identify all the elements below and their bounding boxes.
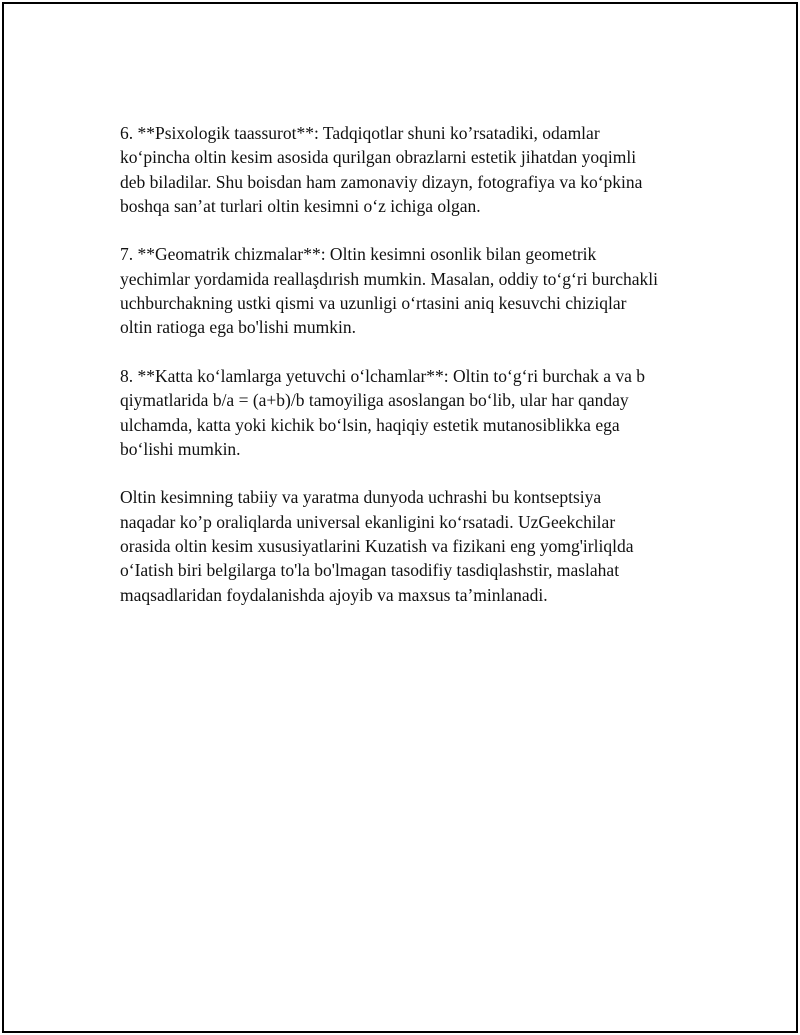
- text-line: ko‘pincha oltin kesim asosida qurilgan obrazlarni estetik jihatdan yoqimli: [120, 147, 637, 168]
- text-line: oltin ratioga ega bo'lishi mumkin.: [120, 317, 356, 338]
- text-line: maqsadlaridan foydalanishda ajoyib va maxsus ta’minlanadi.: [120, 584, 548, 605]
- text-line: 7. **Geomatrik chizmalar**: Oltin kesimni osonlik bilan geometrik: [120, 244, 597, 265]
- text-line: naqadar ko’p oraliqlarda universal ekanligini ko‘rsatadi. UzGeekchilar: [120, 511, 616, 532]
- text-line: deb biladilar. Shu boisdan ham zamonaviy dizayn, fotografiya va ko‘pkina: [120, 171, 643, 192]
- document-body: [120, 121, 700, 631]
- text-line: boshqa san’at turlari oltin kesimni o‘z ichiga olgan.: [120, 195, 481, 216]
- document-page: [2, 2, 798, 1033]
- paragraph-conclusion: [120, 485, 700, 606]
- paragraph-geomatrik-chizmalar: [120, 242, 700, 339]
- text-line: qiymatlarida b/a = (a+b)/b tamoyiliga asoslangan bo‘lib, ular har qanday: [120, 390, 629, 411]
- text-line: o‘Iatish biri belgilarga to'la bo'lmagan tasodifiy tasdiqlashstir, maslahat: [120, 560, 620, 581]
- paragraph-katta-kolamlar: [120, 364, 700, 461]
- text-line: ulchamda, katta yoki kichik bo‘lsin, haqiqiy estetik mutanosiblikka ega: [120, 414, 620, 435]
- text-line: orasida oltin kesim xususiyatlarini Kuzatish va fizikani eng yomg'irliqlda: [120, 536, 634, 557]
- text-line: 6. **Psixologik taassurot**: Tadqiqotlar shuni ko’rsatadiki, odamlar: [120, 123, 600, 143]
- text-line: uchburchakning ustki qismi va uzunligi o‘rtasini aniq kesuvchi chiziqlar: [120, 293, 627, 314]
- text-line: Oltin kesimning tabiiy va yaratma dunyoda uchrashi bu kontseptsiya: [120, 487, 602, 508]
- text-line: yechimlar yordamida reallaşdırish mumkin. Masalan, oddiy to‘g‘ri burchakli: [120, 268, 658, 289]
- paragraph-psixologik-taassurot: [120, 121, 700, 218]
- text-line: 8. **Katta ko‘lamlarga yetuvchi o‘lchamlar**: Oltin to‘g‘ri burchak a va b: [120, 365, 645, 386]
- text-line: bo‘lishi mumkin.: [120, 438, 241, 459]
